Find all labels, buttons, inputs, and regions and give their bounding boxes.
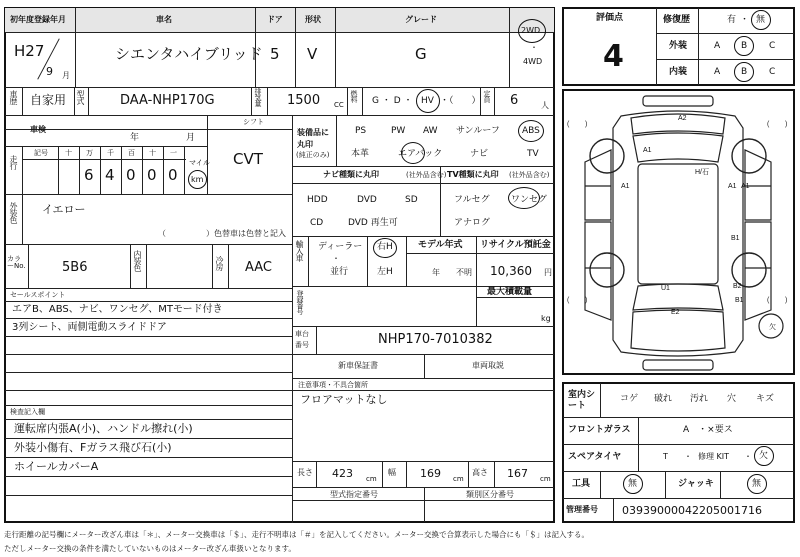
mileage-digit: 0 — [168, 166, 178, 184]
equip-label: 装備品に丸印 — [297, 128, 329, 149]
color-no-value: 5B6 — [62, 260, 88, 275]
equipment-item: AW — [423, 126, 438, 136]
equipment-item: TV — [527, 149, 539, 159]
interior-color-label: 内装色 — [133, 250, 142, 271]
width-value: 169 — [420, 467, 441, 480]
fuel-label: 燃料 — [350, 90, 358, 102]
mileage-digit: 6 — [84, 166, 94, 184]
svg-text:): ) — [585, 121, 588, 128]
mileage-marks-label: 記号 — [34, 149, 48, 157]
door-label: ドア — [267, 15, 283, 24]
tv-sub: (社外品含む) — [509, 171, 550, 179]
score-value: 4 — [603, 39, 624, 74]
tv-type: アナログ — [454, 218, 491, 228]
seat-grade: コゲ — [620, 394, 639, 404]
height-value: 167 — [507, 467, 528, 480]
seat-grade: 破れ — [654, 394, 673, 404]
windshield-value: A ・×要ス — [683, 425, 733, 435]
equipment-item: PW — [391, 126, 406, 136]
car-diagram — [563, 90, 794, 374]
mileage-digit-label: 百 — [128, 149, 135, 157]
nav-sub: (社外品含む) — [406, 171, 447, 179]
tools-value: 無 — [628, 479, 638, 489]
width-cm: cm — [453, 475, 464, 483]
inspection-note-3: ホイールカバーA — [14, 460, 99, 473]
damage-code: B1 — [731, 235, 740, 242]
grade-label: グレード — [405, 15, 437, 24]
tools-label: 工具 — [572, 479, 591, 489]
mileage-digit-label: 一 — [170, 149, 177, 157]
damage-code: A1 — [621, 183, 630, 190]
repair-none: 無 — [756, 15, 766, 25]
svg-text:): ) — [585, 297, 588, 304]
color-note: （ ）色替車は色替と記入 — [158, 229, 286, 238]
interior-grade: C — [769, 67, 776, 77]
damage-code: H/石 — [695, 169, 709, 176]
nav-type: DVD 再生可 — [348, 218, 398, 228]
nav-type: SD — [405, 195, 418, 205]
displacement-value: 1500 — [287, 93, 321, 108]
recycle-value: 10,360 — [490, 264, 532, 278]
inspection-label: 車検 — [30, 125, 46, 134]
score-label: 評価点 — [596, 13, 624, 23]
oneseg-circle — [508, 187, 540, 209]
svg-text:(: ( — [767, 297, 770, 304]
model-type-value: DAA-NHP170G — [120, 93, 215, 108]
mile-label: マイル — [189, 159, 210, 167]
equipment-item: 本革 — [351, 149, 370, 159]
mileage-digit: 0 — [126, 166, 136, 184]
left-h: 左H — [377, 267, 393, 277]
damage-code: A2 — [678, 115, 687, 122]
color-label: 外装色 — [9, 202, 18, 223]
inspection-notes-label: 検査記入欄 — [10, 408, 45, 416]
length-cm: cm — [366, 475, 377, 483]
import-label: 輸入車 — [295, 240, 304, 261]
tv-type: ワンセグ — [511, 195, 548, 205]
seat-grade: キズ — [756, 394, 774, 404]
model-type-label: 型式 — [76, 90, 85, 104]
svg-text:(: ( — [767, 121, 770, 128]
chassis-value: NHP170-7010382 — [378, 332, 493, 347]
damage-code: A1 — [728, 183, 737, 190]
width-label: 幅 — [388, 468, 396, 477]
shift-label: シフト — [243, 118, 264, 126]
spare-option: ・ — [744, 452, 752, 461]
equipment-item: PS — [355, 126, 367, 136]
sales-point-2: 3列シート、両側電動スライドドア — [12, 322, 167, 333]
mileage-digit-label: 千 — [107, 149, 114, 157]
car-name-label: 車名 — [156, 15, 172, 24]
abs-circle — [518, 120, 544, 142]
room-seat-label: 室内シート — [568, 390, 596, 411]
model-year-label: モデル年式 — [418, 240, 463, 250]
mileage-label: 走行 — [9, 155, 18, 169]
ac-value: AAC — [245, 260, 272, 275]
svg-text:): ) — [785, 297, 788, 304]
caution-value: フロアマットなし — [300, 393, 388, 406]
jack-label: ジャッキ — [678, 479, 714, 489]
caution-label: 注意事項・不具合箇所 — [298, 381, 368, 389]
mgmt-label: 管理番号 — [566, 505, 598, 514]
drive-4wd: 4WD — [523, 57, 543, 66]
shape-value: V — [307, 45, 318, 63]
recycle-yen: 円 — [544, 268, 552, 277]
color-no-label: カラーNo. — [7, 255, 26, 270]
footer-line-1: 走行距離の記号欄にメーター改ざん車は「＊」、メーター交換車は「＄」、走行不明車は「＃」を記入してください。メーター交換で合算表示した場合にも「＄」は記入する。 — [4, 530, 589, 539]
manual-label: 車両取説 — [472, 361, 504, 370]
shift-value: CVT — [233, 150, 263, 168]
usage-value: 自家用 — [30, 93, 67, 107]
ac-label: 冷房 — [215, 256, 224, 270]
color-value: イエロー — [42, 203, 86, 216]
class-no-label: 類別区分番号 — [466, 490, 514, 499]
drive-dot: ・ — [530, 43, 538, 52]
damage-code: B1 — [735, 297, 744, 304]
mileage-digit-label: 十 — [149, 149, 156, 157]
svg-text:): ) — [785, 121, 788, 128]
right-h: 右H — [377, 242, 393, 252]
inspection-note-1: 運転席内張A(小)、ハンドル擦れ(小) — [14, 422, 193, 435]
import-dot: ・ — [332, 254, 340, 263]
seat-grade: 汚れ — [690, 394, 709, 404]
exterior-grade: A — [714, 41, 721, 51]
length-label: 長さ — [297, 468, 313, 477]
windshield-label: フロントガラス — [568, 425, 631, 435]
km-label: km — [191, 175, 204, 184]
nav-title: ナビ種類に丸印 — [323, 170, 379, 179]
height-cm: cm — [540, 475, 551, 483]
damage-code: E2 — [671, 309, 680, 316]
month-label: 月 — [62, 71, 70, 80]
repair-dot: ・ — [740, 15, 750, 25]
spare-label: スペアタイヤ — [568, 452, 622, 462]
damage-code: A1 — [741, 183, 750, 190]
sales-point-label: セールスポイント — [10, 291, 66, 299]
sales-point-1: エアB、ABS、ナビ、ワンセグ、MTモード付き — [12, 304, 223, 315]
equip-sub: (純正のみ) — [296, 151, 330, 159]
inspection-note-2: 外装小傷有、Fガラス飛び石(小) — [14, 441, 172, 454]
shape-label: 形状 — [305, 15, 321, 24]
max-load-label: 最大積載量 — [487, 287, 533, 297]
equipment-item: サンルーフ — [456, 126, 500, 136]
equipment-item: ABS — [522, 126, 540, 136]
damage-code: A1 — [643, 147, 652, 154]
warranty-label: 新車保証書 — [338, 361, 378, 370]
recycle-label: リサイクル預託金 — [480, 240, 551, 250]
reg-no-label: 登録番号 — [296, 290, 304, 314]
equipment-item: エアバック — [398, 149, 443, 159]
repair-label: 修復歴 — [663, 15, 691, 25]
airbag-circle — [401, 142, 425, 164]
exterior-grade: C — [769, 41, 776, 51]
mileage-digit: 4 — [105, 166, 115, 184]
mileage-digit: 0 — [147, 166, 157, 184]
usage-label: 車歴 — [9, 90, 18, 104]
seat-grade: 穴 — [727, 394, 737, 404]
length-value: 423 — [332, 467, 353, 480]
mileage-digit-label: 十 — [65, 149, 72, 157]
spare-option: T — [663, 452, 668, 461]
tv-title: TV種類に丸印 — [447, 170, 499, 179]
inspection-month-label: 月 — [186, 133, 196, 143]
model-year-unit: 年 — [432, 268, 440, 277]
nav-type: DVD — [357, 195, 377, 205]
height-label: 高さ — [472, 468, 488, 477]
exterior-grade-circle — [734, 36, 754, 56]
jack-value: 無 — [752, 479, 762, 489]
cc-unit: CC — [334, 101, 344, 109]
displacement-label: 排気量 — [254, 88, 262, 106]
mileage-digit-label: 万 — [86, 149, 93, 157]
dealer-label: ディーラー — [318, 242, 363, 252]
interior-grade-circle — [734, 62, 754, 82]
chassis-label: 車台番号 — [295, 330, 309, 349]
interior-grade: A — [714, 67, 721, 77]
capacity-unit: 人 — [541, 101, 549, 110]
drive-2wd: 2WD — [521, 26, 541, 35]
footer-line-2: ただしメーター交換の条件を満たしていないものはメーター改ざん車扱いとなります。 — [4, 544, 296, 553]
spare-option: ・ — [684, 452, 692, 461]
capacity-value: 6 — [510, 93, 519, 108]
spare-none: 欠 — [759, 451, 769, 461]
cert-no-label: 型式指定番号 — [330, 490, 378, 499]
fuel-paren: ・（ ） — [440, 96, 481, 106]
exterior-label: 外装 — [669, 41, 688, 51]
tv-type: フルセグ — [454, 195, 490, 205]
nav-type: CD — [310, 218, 324, 228]
svg-text:(: ( — [567, 297, 570, 304]
fuel-options: G ・ D ・ — [372, 96, 413, 106]
exterior-grade: B — [741, 41, 748, 51]
spare-option: 修理 KIT — [698, 452, 730, 461]
reg-month: 9 — [46, 65, 53, 78]
nav-type: HDD — [307, 195, 328, 205]
equipment-item: ナビ — [470, 149, 489, 159]
capacity-label: 定員 — [483, 90, 491, 102]
first-reg-label: 初年度登録年月 — [10, 15, 66, 24]
interior-label: 内装 — [669, 67, 688, 77]
damage-code: B2 — [733, 283, 742, 290]
mgmt-value: 03939000042205001716 — [622, 504, 762, 517]
interior-grade: B — [741, 67, 748, 77]
damage-code: U1 — [661, 285, 670, 292]
car-name: シエンタハイブリッド — [115, 45, 263, 63]
repair-yes: 有 — [727, 15, 737, 25]
door-value: 5 — [270, 45, 280, 63]
damage-code: 欠 — [769, 324, 776, 331]
parallel-label: 並行 — [330, 267, 349, 277]
reg-year: H27 — [14, 42, 45, 60]
grade-value: G — [415, 45, 427, 63]
max-load-kg: kg — [541, 314, 551, 323]
svg-text:(: ( — [567, 121, 570, 128]
fuel-hv: HV — [421, 96, 434, 106]
model-year-unknown: 不明 — [456, 268, 472, 277]
inspection-year-label: 年 — [130, 133, 140, 143]
